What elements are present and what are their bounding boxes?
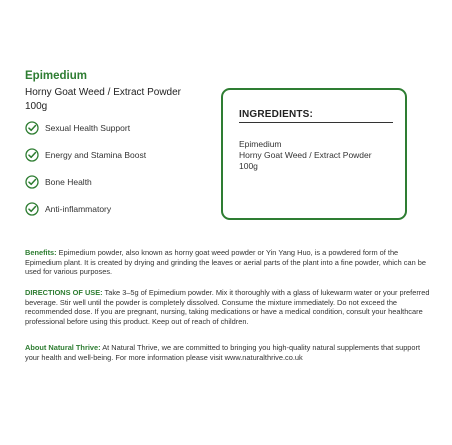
directions-text: Take 3–5g of Epimedium powder. Mix it thoroughly with a glass of lukewarm water or your preferred beverage. Stir well until the powder is completely dissolved. Consume the mixture immediately. Do not exceed the recommended dose. If you are pregnant, nursing, taking medications or have a medical condition, consult your healthcare professional before using this product. Keep out of reach of children.	[25, 288, 430, 326]
benefit-item	[25, 147, 215, 163]
product-subtitle	[25, 86, 181, 114]
ingredient-line: 100g	[239, 161, 258, 171]
directions-paragraph	[25, 288, 430, 326]
directions-label: DIRECTIONS OF USE:	[25, 288, 103, 297]
product-title: Epimedium	[25, 70, 87, 82]
ingredients-divider	[239, 122, 393, 123]
about-paragraph	[25, 343, 430, 362]
ingredients-heading: INGREDIENTS:	[239, 109, 314, 120]
ingredient-line: Epimedium	[239, 139, 282, 149]
benefit-item	[25, 201, 215, 217]
about-label: About Natural Thrive:	[25, 343, 101, 352]
check-circle-icon	[25, 121, 39, 135]
check-circle-icon	[25, 148, 39, 162]
benefits-text: Epimedium powder, also known as horny goat weed powder or Yin Yang Huo, is a powdered form of the Epimedium plant. It is created by drying and grinding the leaves or aerial parts of the plant into a fine powder, which can be used for various purposes.	[25, 248, 426, 277]
benefits-paragraph	[25, 248, 430, 277]
product-subtitle-line1: Horny Goat Weed / Extract Powder	[25, 87, 181, 98]
product-subtitle-line2: 100g	[25, 101, 48, 112]
benefits-label: Benefits:	[25, 248, 57, 257]
about-text: At Natural Thrive, we are committed to bringing you high-quality natural supplements that support your health and well-being. For more information please visit www.naturalthrive.co.uk	[25, 343, 421, 362]
benefit-label: Energy and Stamina Boost	[45, 150, 147, 160]
benefit-label: Bone Health	[45, 177, 92, 187]
check-circle-icon	[25, 202, 39, 216]
benefit-item	[25, 120, 215, 136]
ingredients-box	[221, 88, 407, 220]
check-circle-icon	[25, 175, 39, 189]
benefit-label: Anti-inflammatory	[45, 204, 112, 214]
ingredient-line: Horny Goat Weed / Extract Powder	[239, 150, 372, 160]
benefit-label: Sexual Health Support	[45, 123, 131, 133]
benefit-item	[25, 174, 215, 190]
